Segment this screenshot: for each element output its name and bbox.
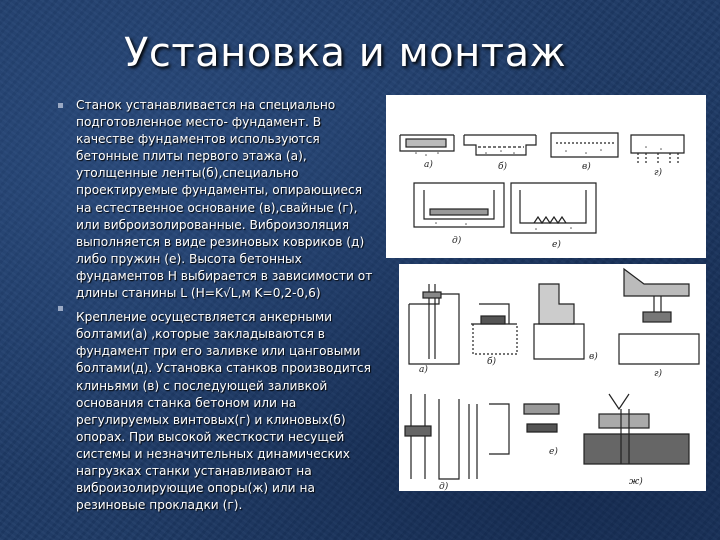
- body-text: [76, 97, 378, 514]
- foundation-label-b: б): [498, 162, 508, 172]
- bullet-marker-1: [58, 103, 63, 108]
- foundations-drawing: [386, 95, 706, 258]
- mounting-label-f: е): [549, 447, 558, 457]
- foundation-label-f: е): [552, 240, 561, 250]
- mounting-label-c: в): [589, 352, 598, 362]
- foundation-label-d: г): [654, 168, 663, 178]
- foundations-figure: [386, 95, 706, 258]
- mounting-figure: [399, 264, 706, 491]
- bullet-marker-2: [58, 306, 63, 311]
- mounting-label-d: г): [654, 369, 663, 379]
- mounting-label-a: а): [419, 365, 428, 375]
- paragraph-foundations: Станок устанавливается на специально подготовленное место- фундамент. В качестве фундаментов используются бетонные плиты первого этажа (а), утолщенные ленты(б),специально проектируемые фундаменты, опирающиеся на естественное основание (в),свайные (г), или виброизолированные. Виброизоляция выполняется в виде резиновых ковриков (д) либо пружин (е). Высота бетонных фундаментов Н выбирается в зависимости от длины станины L (H=K√L,м K=0,2-0,6): [76, 98, 373, 301]
- mounting-label-e: д): [439, 482, 449, 491]
- mounting-label-g: ж): [629, 477, 643, 487]
- mounting-drawing: [399, 264, 706, 491]
- foundation-label-e: д): [452, 236, 462, 246]
- slide-title: Установка и монтаж: [124, 30, 567, 76]
- foundation-label-c: в): [582, 162, 591, 172]
- foundation-label-a: а): [424, 160, 433, 170]
- paragraph-mounting: Крепление осуществляется анкерными болтами(а) ,которые закладываются в фундамент при его заливке или цанговыми болтами(д). Установка станков производится клиньями (в) с последующей заливкой основания станка бетоном или на регулируемых винтовых(г) и клиновых(б) опорах. При высокой жесткости несущей системы и незначительных динамических нагрузках станки устанавливают на виброизолирующие опоры(ж) или на резиновые прокладки (г).: [76, 310, 371, 513]
- mounting-label-b: б): [487, 357, 497, 367]
